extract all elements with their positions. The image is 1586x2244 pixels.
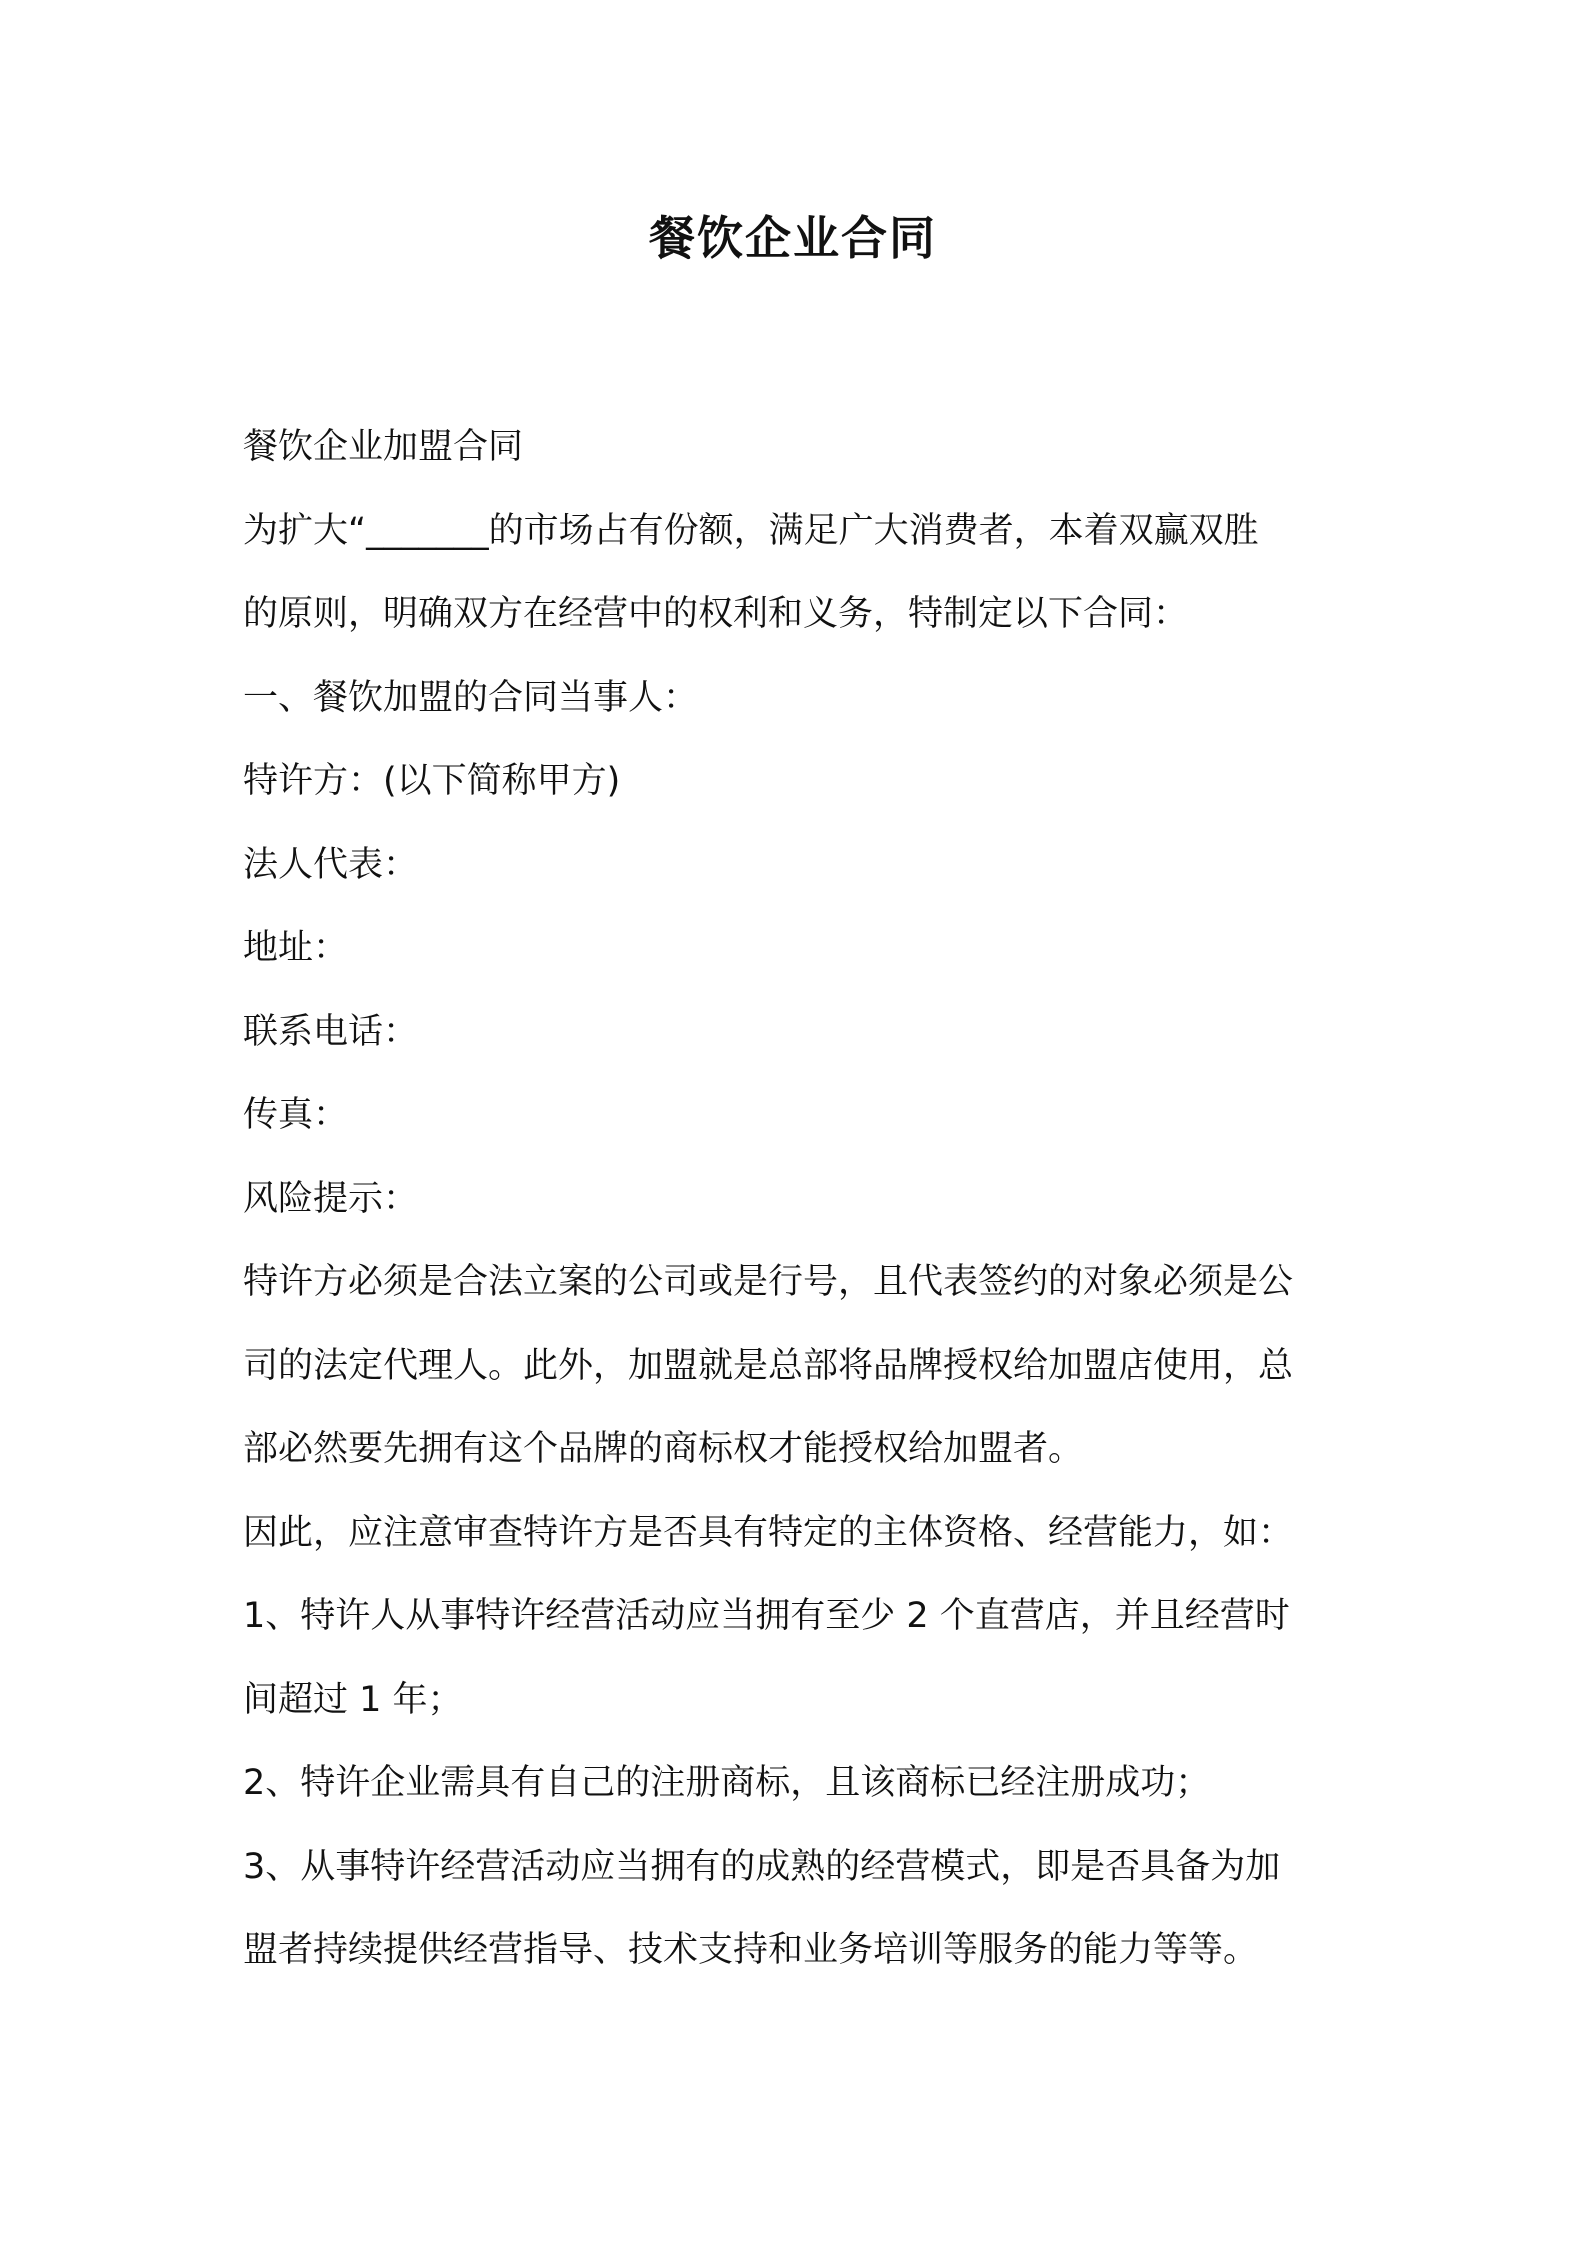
subtitle-line: 餐饮企业加盟合同 (243, 427, 524, 467)
document-title: 餐饮企业合同 (649, 211, 937, 265)
section-heading: 一、餐饮加盟的合同当事人： (243, 677, 699, 718)
list-item-1: 1、特许人从事特许经营活动应当拥有至少 2 个直营店，并且经营时 (243, 1596, 1290, 1636)
field-label-legal-rep: 法人代表： (243, 844, 419, 885)
field-label-phone: 联系电话： (243, 1011, 419, 1052)
paragraph-line: 部必然要先拥有这个品牌的商标权才能授权给加盟者。 (243, 1429, 1084, 1469)
paragraph-line: 的原则，明确双方在经营中的权利和义务，特制定以下合同： (243, 594, 1189, 634)
field-label-address: 地址： (243, 928, 349, 968)
list-item-1-continued: 间超过 1 年； (243, 1679, 463, 1720)
risk-notice-heading: 风险提示： (243, 1178, 419, 1219)
field-label-franchisor: 特许方：(以下简称甲方) (243, 761, 621, 801)
list-item-3-continued: 盟者持续提供经营指导、技术支持和业务培训等服务的能力等等。 (243, 1930, 1259, 1970)
paragraph-line: 因此，应注意审查特许方是否具有特定的主体资格、经营能力，如： (243, 1512, 1294, 1553)
paragraph-line: 特许方必须是合法立案的公司或是行号，且代表签约的对象必须是公 (243, 1262, 1294, 1302)
field-label-fax: 传真： (243, 1095, 349, 1135)
list-item-2: 2、特许企业需具有自己的注册商标，且该商标已经注册成功； (243, 1763, 1211, 1803)
document-body (243, 406, 1363, 1993)
paragraph-line: 司的法定代理人。此外，加盟就是总部将品牌授权给加盟店使用，总 (243, 1345, 1294, 1386)
list-item-3: 3、从事特许经营活动应当拥有的成熟的经营模式，即是否具备为加 (243, 1846, 1281, 1887)
paragraph-line: 为扩大“_______的市场占有份额，满足广大消费者，本着双赢双胜 (243, 510, 1259, 551)
